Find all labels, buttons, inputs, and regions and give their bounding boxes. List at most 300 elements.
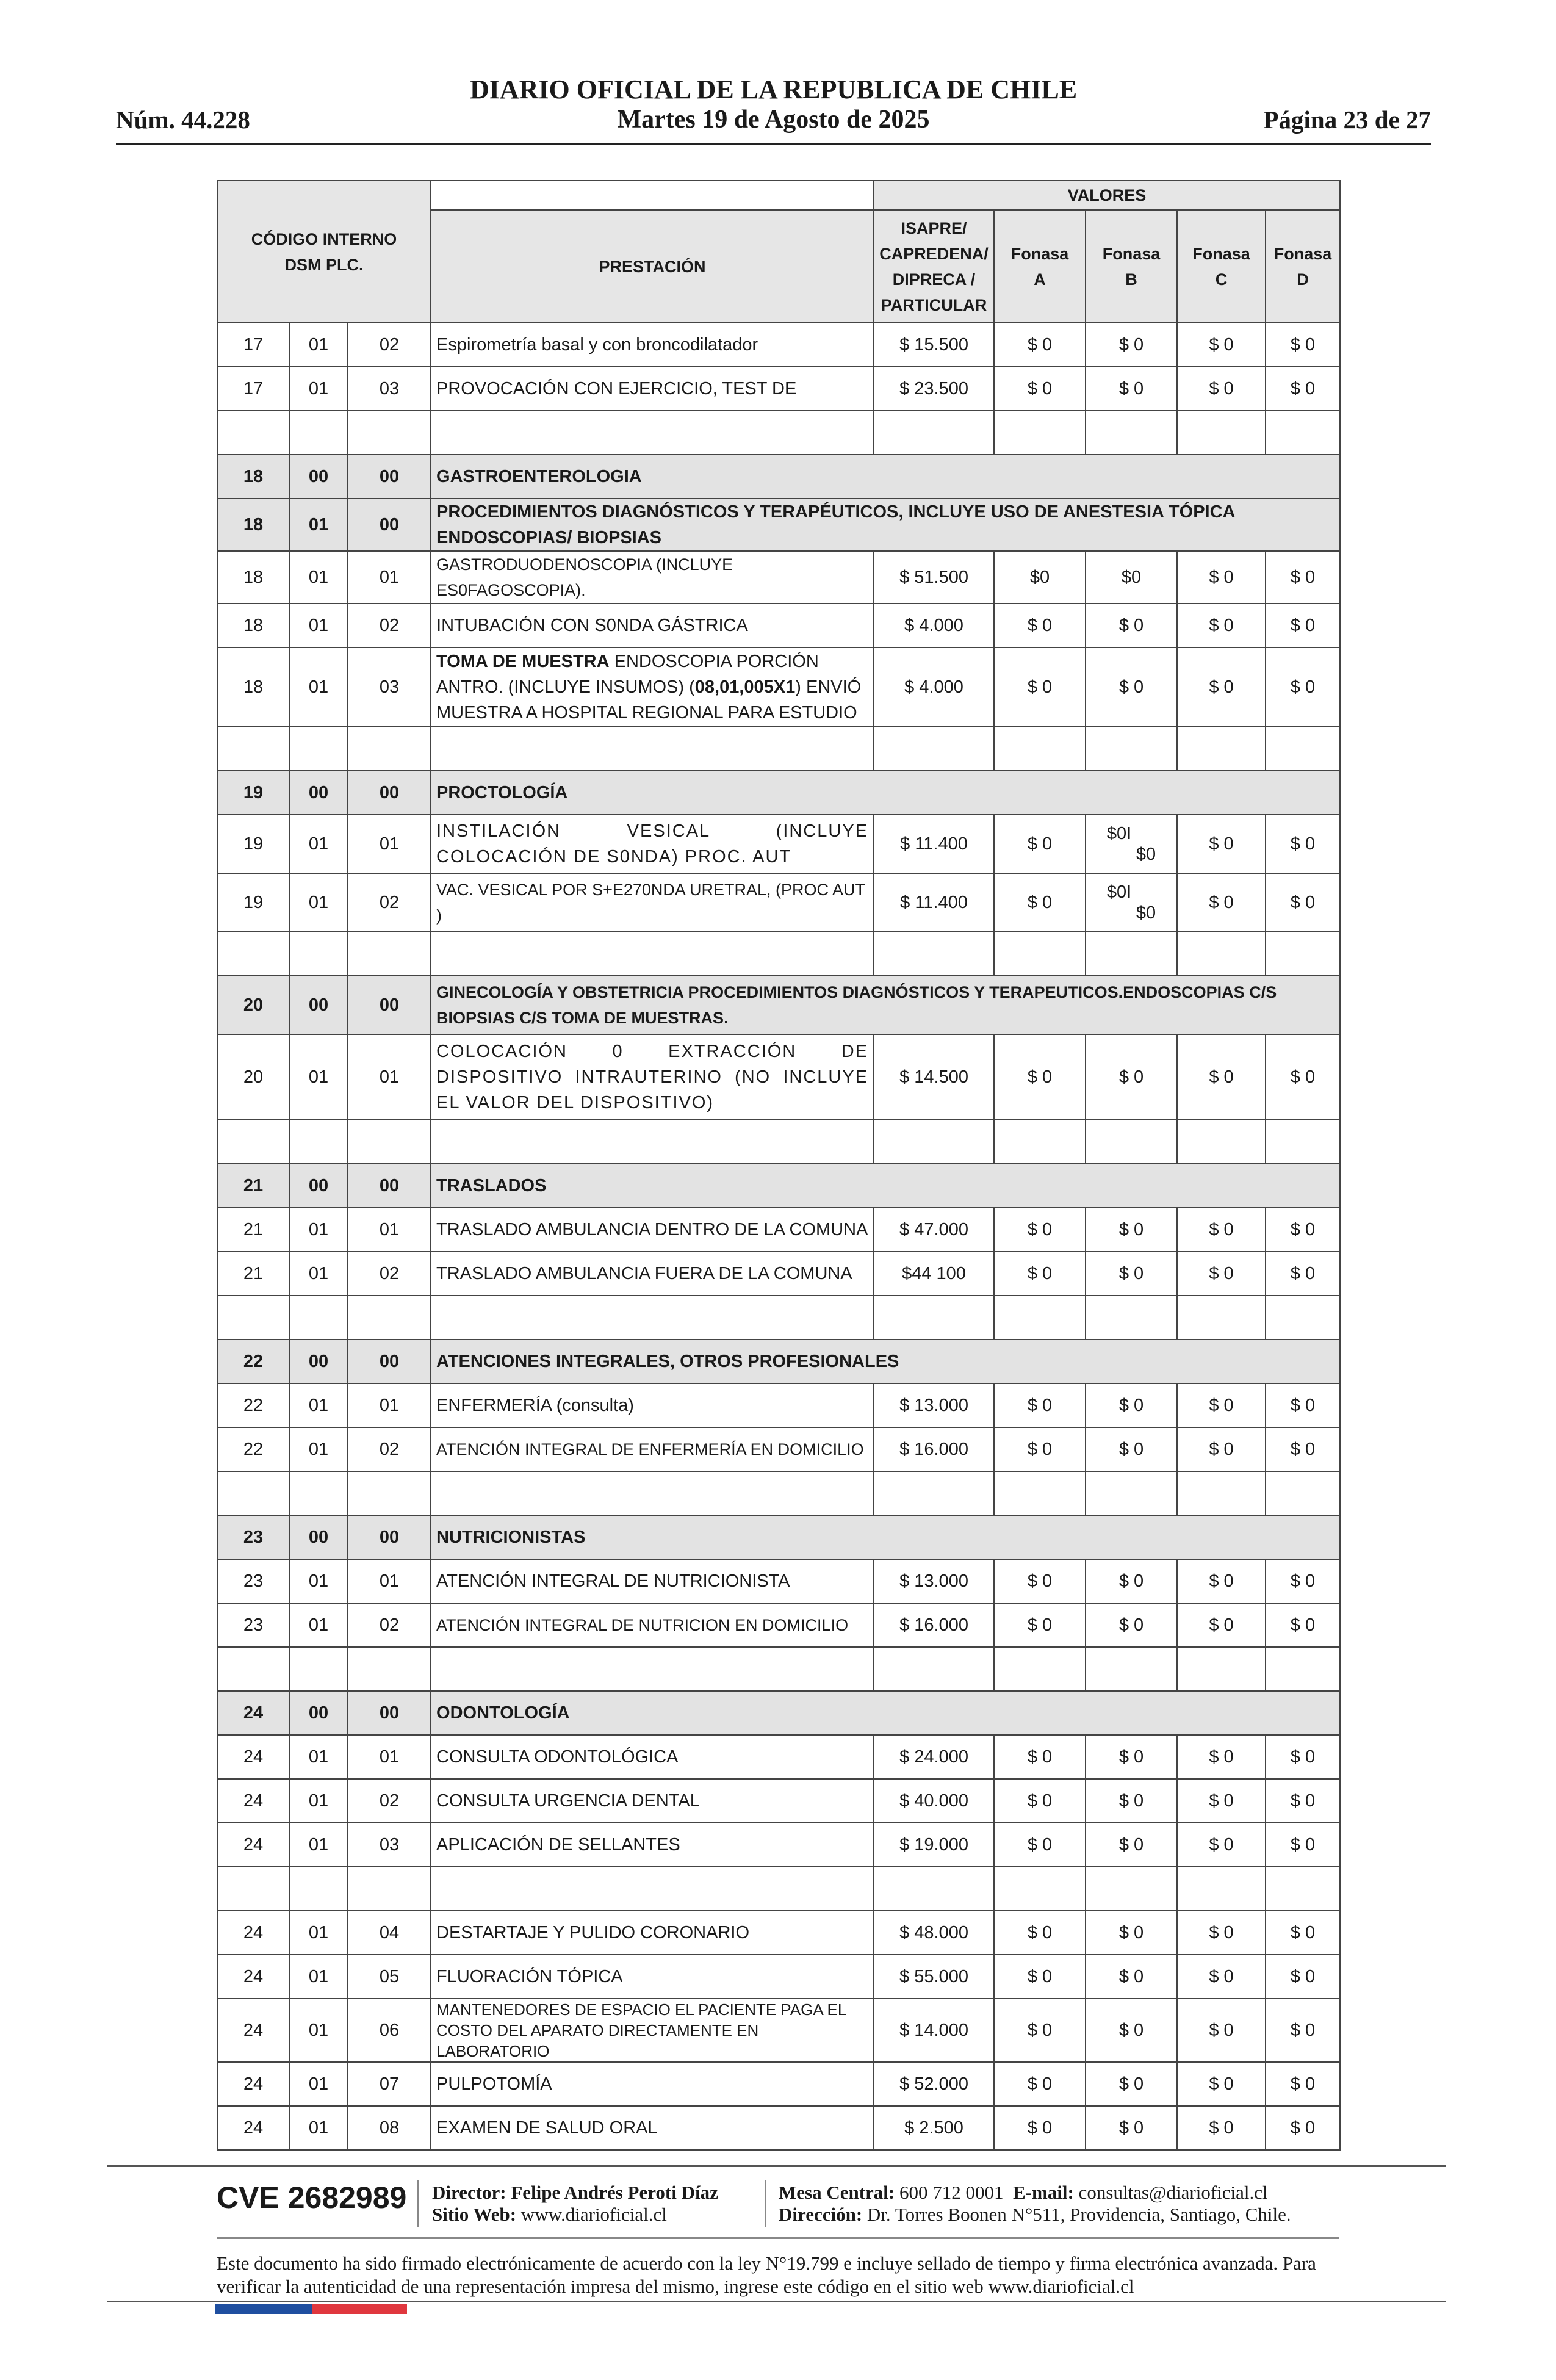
price-isapre: $ 52.000 [874, 2062, 994, 2106]
price-fonasa-b: $ 0 [1086, 1823, 1177, 1867]
email-label: E-mail: [1013, 2182, 1074, 2203]
code-1: 18 [217, 499, 289, 551]
code-1: 23 [217, 1515, 289, 1559]
section-row [217, 771, 1340, 815]
flag-stripe-blue [215, 2304, 312, 2314]
prestacion-part: ) ENVIÓ MUESTRA A HOSPITAL REGIONAL PARA ESTUDIO [436, 677, 862, 723]
price-fonasa-b: $ 0 [1086, 1208, 1177, 1252]
price-isapre: $ 16.000 [874, 1427, 994, 1471]
price-fonasa-d: $ 0 [1266, 1955, 1340, 1999]
prestacion: ATENCIÓN INTEGRAL DE NUTRICION EN DOMICILIO [431, 1603, 874, 1647]
prestacion-code: 08,01,005X1 [694, 677, 796, 697]
prestacion: ATENCIÓN INTEGRAL DE NUTRICIONISTA [431, 1559, 874, 1603]
director-line [432, 2182, 718, 2204]
price-fonasa-c: $ 0 [1177, 367, 1266, 411]
prestacion: ATENCIÓN INTEGRAL DE ENFERMERÍA EN DOMICILIO [431, 1427, 874, 1471]
price-fonasa-d: $ 0 [1266, 873, 1340, 932]
blank-row [217, 932, 1340, 976]
price-fonasa-a: $ 0 [994, 1559, 1086, 1603]
code-1: 18 [217, 647, 289, 727]
price-fonasa-b: $ 0 [1086, 1999, 1177, 2062]
legal-notice: Este documento ha sido firmado electrónicamente de acuerdo con la ley N°19.799 e incluye sellado de tiempo y firma electrónica avanzada. Para verificar la autenticidad de una representación impresa del mismo, ingrese este código en el sitio web www.diarioficial.cl [217, 2252, 1316, 2297]
code-1: 19 [217, 873, 289, 932]
price-fonasa-b-l2: $0 [1136, 845, 1156, 864]
table-row [217, 1559, 1340, 1603]
table-row [217, 1779, 1340, 1823]
code-1: 22 [217, 1383, 289, 1427]
flag-stripe-red [312, 2304, 407, 2314]
price-fonasa-c: $ 0 [1177, 323, 1266, 367]
blank-row [217, 1867, 1340, 1911]
code-1: 21 [217, 1252, 289, 1296]
section-row [217, 1340, 1340, 1383]
section-title: GASTROENTEROLOGIA [431, 455, 1340, 499]
prestacion: PROVOCACIÓN CON EJERCICIO, TEST DE [431, 367, 874, 411]
fd-l1: Fonasa [1273, 244, 1332, 263]
price-isapre: $ 14.000 [874, 1999, 994, 2062]
fb-l2: B [1125, 270, 1137, 289]
price-fonasa-d: $ 0 [1266, 1823, 1340, 1867]
price-fonasa-b: $ 0 [1086, 1427, 1177, 1471]
price-fonasa-b: $ 0 [1086, 1252, 1177, 1296]
code-1: 21 [217, 1208, 289, 1252]
price-isapre: $44 100 [874, 1252, 994, 1296]
section-row [217, 1164, 1340, 1208]
price-isapre: $ 15.500 [874, 323, 994, 367]
table-row [217, 551, 1340, 604]
price-fonasa-a: $ 0 [994, 367, 1086, 411]
price-fonasa-c: $ 0 [1177, 1603, 1266, 1647]
fb-l1: Fonasa [1102, 244, 1161, 263]
code-2: 01 [289, 604, 348, 647]
price-isapre: $ 16.000 [874, 1603, 994, 1647]
code-2: 01 [289, 815, 348, 873]
price-isapre: $ 51.500 [874, 551, 994, 604]
price-fonasa-c: $ 0 [1177, 2062, 1266, 2106]
price-fonasa-a: $ 0 [994, 1252, 1086, 1296]
code-1: 20 [217, 1034, 289, 1120]
footer-divider [417, 2180, 419, 2227]
code-3: 02 [348, 873, 431, 932]
price-fonasa-c: $ 0 [1177, 1911, 1266, 1955]
code-2: 01 [289, 647, 348, 727]
code-3: 03 [348, 647, 431, 727]
price-fonasa-c: $ 0 [1177, 1559, 1266, 1603]
code-3: 00 [348, 771, 431, 815]
code-3: 05 [348, 1955, 431, 1999]
header-code [217, 181, 431, 323]
price-fonasa-b [1086, 873, 1177, 932]
prestacion: CONSULTA ODONTOLÓGICA [431, 1735, 874, 1779]
code-2: 01 [289, 551, 348, 604]
price-isapre: $ 19.000 [874, 1823, 994, 1867]
web-link[interactable]: www.diarioficial.cl [520, 2204, 667, 2225]
code-2: 00 [289, 976, 348, 1034]
code-2: 01 [289, 1955, 348, 1999]
prestacion: TRASLADO AMBULANCIA DENTRO DE LA COMUNA [431, 1208, 874, 1252]
price-fonasa-d: $ 0 [1266, 1208, 1340, 1252]
code-2: 01 [289, 1252, 348, 1296]
price-fonasa-a: $ 0 [994, 604, 1086, 647]
web-label: Sitio Web: [432, 2204, 517, 2225]
price-fonasa-b: $ 0 [1086, 647, 1177, 727]
code-1: 20 [217, 976, 289, 1034]
code-3: 00 [348, 499, 431, 551]
price-fonasa-b: $ 0 [1086, 2106, 1177, 2150]
section-title: ODONTOLOGÍA [431, 1691, 1340, 1735]
section-row [217, 1691, 1340, 1735]
price-fonasa-c: $ 0 [1177, 1779, 1266, 1823]
mesa-line [779, 2182, 1291, 2204]
code-3: 08 [348, 2106, 431, 2150]
code-2: 01 [289, 1208, 348, 1252]
code-1: 23 [217, 1603, 289, 1647]
table-row [217, 1252, 1340, 1296]
code-1: 24 [217, 1999, 289, 2062]
price-fonasa-a: $ 0 [994, 1603, 1086, 1647]
code-1: 19 [217, 771, 289, 815]
cve-code: CVE 2682989 [217, 2180, 407, 2215]
prestacion: Espirometría basal y con broncodilatador [431, 323, 874, 367]
page-header [116, 74, 1431, 145]
price-fonasa-d: $ 0 [1266, 1034, 1340, 1120]
price-fonasa-b-l1: $0I [1106, 882, 1132, 902]
fc-l1: Fonasa [1192, 244, 1250, 263]
code-1: 19 [217, 815, 289, 873]
table-row [217, 1603, 1340, 1647]
price-fonasa-b: $ 0 [1086, 1383, 1177, 1427]
code-3: 02 [348, 1779, 431, 1823]
prestacion: INSTILACIÓN VESICAL (INCLUYE COLOCACIÓN DE S0NDA) PROC. AUT [431, 815, 874, 873]
code-1: 24 [217, 2106, 289, 2150]
code-2: 01 [289, 1427, 348, 1471]
header-isapre-l2: CAPREDENA/ [879, 244, 989, 263]
section-row [217, 976, 1340, 1034]
price-isapre: $ 55.000 [874, 1955, 994, 1999]
price-fonasa-a: $ 0 [994, 1735, 1086, 1779]
price-isapre: $ 40.000 [874, 1779, 994, 1823]
code-3: 01 [348, 815, 431, 873]
code-3: 01 [348, 1034, 431, 1120]
web-line [432, 2204, 718, 2226]
code-2: 01 [289, 1999, 348, 2062]
code-3: 01 [348, 1208, 431, 1252]
section-title: ATENCIONES INTEGRALES, OTROS PROFESIONALES [431, 1340, 1340, 1383]
prestacion: VAC. VESICAL POR S+E270NDA URETRAL, (PROC AUT ) [431, 873, 874, 932]
price-fonasa-c: $ 0 [1177, 604, 1266, 647]
blank-row [217, 411, 1340, 455]
code-3: 07 [348, 2062, 431, 2106]
price-fonasa-b: $ 0 [1086, 1911, 1177, 1955]
price-fonasa-c: $ 0 [1177, 1735, 1266, 1779]
code-2: 01 [289, 1823, 348, 1867]
code-3: 02 [348, 1252, 431, 1296]
table-row [217, 1208, 1340, 1252]
code-1: 24 [217, 1823, 289, 1867]
price-fonasa-a: $ 0 [994, 1034, 1086, 1120]
price-fonasa-a: $ 0 [994, 1779, 1086, 1823]
prestacion: ENFERMERÍA (consulta) [431, 1383, 874, 1427]
price-fonasa-d: $ 0 [1266, 1911, 1340, 1955]
blank-row [217, 1296, 1340, 1340]
code-2: 01 [289, 1735, 348, 1779]
prestacion: COLOCACIÓN 0 EXTRACCIÓN DE DISPOSITIVO INTRAUTERINO (NO INCLUYE EL VALOR DEL DISPOSITIVO) [431, 1034, 874, 1120]
code-2: 01 [289, 1383, 348, 1427]
code-2: 00 [289, 1164, 348, 1208]
price-fonasa-d: $ 0 [1266, 1427, 1340, 1471]
header-fonasa-a [994, 210, 1086, 323]
price-fonasa-a: $ 0 [994, 1208, 1086, 1252]
price-fonasa-b: $ 0 [1086, 2062, 1177, 2106]
email-link[interactable]: consultas@diarioficial.cl [1078, 2182, 1268, 2203]
section-title: NUTRICIONISTAS [431, 1515, 1340, 1559]
table-row [217, 1911, 1340, 1955]
table-row [217, 1383, 1340, 1427]
code-3: 04 [348, 1911, 431, 1955]
price-fonasa-a: $ 0 [994, 2062, 1086, 2106]
prestacion: INTUBACIÓN CON S0NDA GÁSTRICA [431, 604, 874, 647]
code-2: 01 [289, 367, 348, 411]
code-3: 00 [348, 1340, 431, 1383]
code-2: 01 [289, 1559, 348, 1603]
section-title: GINECOLOGÍA Y OBSTETRICIA PROCEDIMIENTOS DIAGNÓSTICOS Y TERAPEUTICOS.ENDOSCOPIAS C/S BIOPSIAS C/S TOMA DE MUESTRAS. [431, 976, 1340, 1034]
code-1: 24 [217, 1911, 289, 1955]
price-fonasa-c: $ 0 [1177, 1252, 1266, 1296]
price-isapre: $ 13.000 [874, 1559, 994, 1603]
price-fonasa-c: $ 0 [1177, 1823, 1266, 1867]
prestacion: MANTENEDORES DE ESPACIO EL PACIENTE PAGA EL COSTO DEL APARATO DIRECTAMENTE EN LABORATORIO [431, 1999, 874, 2062]
price-fonasa-a: $ 0 [994, 1911, 1086, 1955]
price-fonasa-d: $ 0 [1266, 1252, 1340, 1296]
price-fonasa-c: $ 0 [1177, 1383, 1266, 1427]
section-title: PROCTOLOGÍA [431, 771, 1340, 815]
code-1: 24 [217, 1955, 289, 1999]
price-isapre: $ 2.500 [874, 2106, 994, 2150]
header-fonasa-c [1177, 210, 1266, 323]
fc-l2: C [1215, 270, 1228, 289]
code-2: 01 [289, 1911, 348, 1955]
price-fonasa-b: $ 0 [1086, 367, 1177, 411]
section-row [217, 499, 1340, 551]
price-isapre: $ 13.000 [874, 1383, 994, 1427]
blank-row [217, 1120, 1340, 1164]
price-fonasa-d: $ 0 [1266, 1559, 1340, 1603]
code-2: 01 [289, 1779, 348, 1823]
footer-mid-rule [217, 2237, 1339, 2239]
fd-l2: D [1297, 270, 1309, 289]
footer-divider [765, 2180, 766, 2227]
header-valores: VALORES [874, 181, 1340, 210]
prestacion-bold: TOMA DE MUESTRA [436, 652, 610, 671]
code-1: 18 [217, 604, 289, 647]
header-code-line2: DSM PLC. [284, 255, 364, 274]
price-fonasa-b-l1: $0I [1106, 824, 1132, 843]
code-3: 00 [348, 455, 431, 499]
price-fonasa-c: $ 0 [1177, 815, 1266, 873]
address-line [779, 2204, 1291, 2226]
code-3: 06 [348, 1999, 431, 2062]
address-label: Dirección: [779, 2204, 863, 2225]
price-fonasa-a: $ 0 [994, 1383, 1086, 1427]
price-fonasa-d: $ 0 [1266, 1383, 1340, 1427]
table-row [217, 1427, 1340, 1471]
price-isapre: $ 23.500 [874, 367, 994, 411]
code-1: 17 [217, 323, 289, 367]
code-1: 22 [217, 1427, 289, 1471]
price-fonasa-d: $ 0 [1266, 815, 1340, 873]
price-fonasa-b: $ 0 [1086, 1735, 1177, 1779]
code-3: 00 [348, 976, 431, 1034]
code-3: 00 [348, 1515, 431, 1559]
code-1: 17 [217, 367, 289, 411]
price-fonasa-b: $ 0 [1086, 1955, 1177, 1999]
code-3: 01 [348, 1735, 431, 1779]
price-isapre: $ 4.000 [874, 604, 994, 647]
price-fonasa-c: $ 0 [1177, 1427, 1266, 1471]
code-2: 00 [289, 1691, 348, 1735]
price-fonasa-b-l2: $0 [1136, 903, 1156, 923]
price-fonasa-c: $ 0 [1177, 1955, 1266, 1999]
code-2: 00 [289, 1515, 348, 1559]
fa-l2: A [1034, 270, 1046, 289]
price-fonasa-b: $ 0 [1086, 323, 1177, 367]
section-row [217, 455, 1340, 499]
footer-contact [779, 2182, 1291, 2226]
price-isapre: $ 24.000 [874, 1735, 994, 1779]
price-fonasa-b [1086, 815, 1177, 873]
code-1: 24 [217, 1735, 289, 1779]
code-1: 24 [217, 2062, 289, 2106]
blank-row [217, 727, 1340, 771]
price-fonasa-d: $ 0 [1266, 2106, 1340, 2150]
code-3: 01 [348, 1383, 431, 1427]
price-fonasa-c: $ 0 [1177, 2106, 1266, 2150]
tariff-table [217, 180, 1341, 2151]
header-fonasa-b [1086, 210, 1177, 323]
prestacion: APLICACIÓN DE SELLANTES [431, 1823, 874, 1867]
footer-top-rule [107, 2165, 1446, 2167]
mesa-label: Mesa Central: [779, 2182, 895, 2203]
code-2: 00 [289, 1340, 348, 1383]
price-fonasa-d: $ 0 [1266, 323, 1340, 367]
mesa-phone: 600 712 0001 [899, 2182, 1004, 2203]
page-number: Página 23 de 27 [1263, 106, 1431, 134]
header-prestacion: PRESTACIÓN [431, 210, 874, 323]
header-isapre-l3: DIPRECA / [892, 270, 976, 289]
code-3: 03 [348, 1823, 431, 1867]
footer-director [432, 2182, 718, 2226]
code-3: 00 [348, 1164, 431, 1208]
code-1: 24 [217, 1691, 289, 1735]
price-fonasa-d: $ 0 [1266, 367, 1340, 411]
code-1: 21 [217, 1164, 289, 1208]
price-isapre: $ 11.400 [874, 873, 994, 932]
code-3: 03 [348, 367, 431, 411]
director-name: Felipe Andrés Peroti Díaz [511, 2182, 718, 2203]
prestacion: CONSULTA URGENCIA DENTAL [431, 1779, 874, 1823]
price-fonasa-c: $ 0 [1177, 1999, 1266, 2062]
code-2: 01 [289, 323, 348, 367]
price-fonasa-a: $ 0 [994, 647, 1086, 727]
price-fonasa-a: $ 0 [994, 323, 1086, 367]
table-row [217, 2106, 1340, 2150]
code-2: 01 [289, 2062, 348, 2106]
code-2: 01 [289, 1603, 348, 1647]
prestacion: FLUORACIÓN TÓPICA [431, 1955, 874, 1999]
code-3: 02 [348, 1603, 431, 1647]
price-fonasa-b: $0 [1086, 551, 1177, 604]
price-fonasa-d: $ 0 [1266, 1735, 1340, 1779]
price-fonasa-c: $ 0 [1177, 873, 1266, 932]
code-2: 01 [289, 499, 348, 551]
code-3: 02 [348, 1427, 431, 1471]
table-row [217, 1034, 1340, 1120]
header-isapre-l1: ISAPRE/ [901, 218, 967, 237]
price-fonasa-d: $ 0 [1266, 604, 1340, 647]
table-row [217, 1735, 1340, 1779]
price-fonasa-d: $ 0 [1266, 551, 1340, 604]
price-fonasa-a: $ 0 [994, 1427, 1086, 1471]
address-value: Dr. Torres Boonen N°511, Providencia, Santiago, Chile. [866, 2204, 1291, 2225]
issue-number: Núm. 44.228 [116, 106, 250, 134]
header-isapre [874, 210, 994, 323]
table-row [217, 815, 1340, 873]
table-row [217, 1955, 1340, 1999]
blank-row [217, 1471, 1340, 1515]
code-1: 18 [217, 455, 289, 499]
price-fonasa-a: $ 0 [994, 1823, 1086, 1867]
table-row [217, 323, 1340, 367]
publication-date: Martes 19 de Agosto de 2025 [617, 106, 930, 134]
code-1: 18 [217, 551, 289, 604]
director-label: Director: [432, 2182, 506, 2203]
code-3: 02 [348, 604, 431, 647]
price-fonasa-a: $ 0 [994, 873, 1086, 932]
code-3: 00 [348, 1691, 431, 1735]
code-3: 02 [348, 323, 431, 367]
code-3: 01 [348, 1559, 431, 1603]
price-fonasa-a: $0 [994, 551, 1086, 604]
code-2: 01 [289, 873, 348, 932]
code-2: 01 [289, 2106, 348, 2150]
blank-row [217, 1647, 1340, 1691]
price-fonasa-c: $ 0 [1177, 1034, 1266, 1120]
price-fonasa-c: $ 0 [1177, 647, 1266, 727]
price-fonasa-d: $ 0 [1266, 2062, 1340, 2106]
section-row [217, 1515, 1340, 1559]
price-isapre: $ 47.000 [874, 1208, 994, 1252]
price-isapre: $ 48.000 [874, 1911, 994, 1955]
prestacion: TRASLADO AMBULANCIA FUERA DE LA COMUNA [431, 1252, 874, 1296]
section-title: TRASLADOS [431, 1164, 1340, 1208]
prestacion-part: ENDOSCOPIA PORCIÓN ANTRO. (INCLUYE INSUMOS) ( [436, 652, 819, 697]
price-fonasa-b: $ 0 [1086, 604, 1177, 647]
prestacion: DESTARTAJE Y PULIDO CORONARIO [431, 1911, 874, 1955]
code-1: 23 [217, 1559, 289, 1603]
header-isapre-l4: PARTICULAR [881, 295, 987, 314]
table-row [217, 367, 1340, 411]
price-fonasa-a: $ 0 [994, 1999, 1086, 2062]
table-row [217, 604, 1340, 647]
table-row [217, 1999, 1340, 2062]
price-fonasa-c: $ 0 [1177, 1208, 1266, 1252]
fa-l1: Fonasa [1010, 244, 1069, 263]
code-1: 22 [217, 1340, 289, 1383]
code-2: 00 [289, 771, 348, 815]
price-fonasa-a: $ 0 [994, 1955, 1086, 1999]
price-fonasa-d: $ 0 [1266, 1603, 1340, 1647]
code-1: 24 [217, 1779, 289, 1823]
